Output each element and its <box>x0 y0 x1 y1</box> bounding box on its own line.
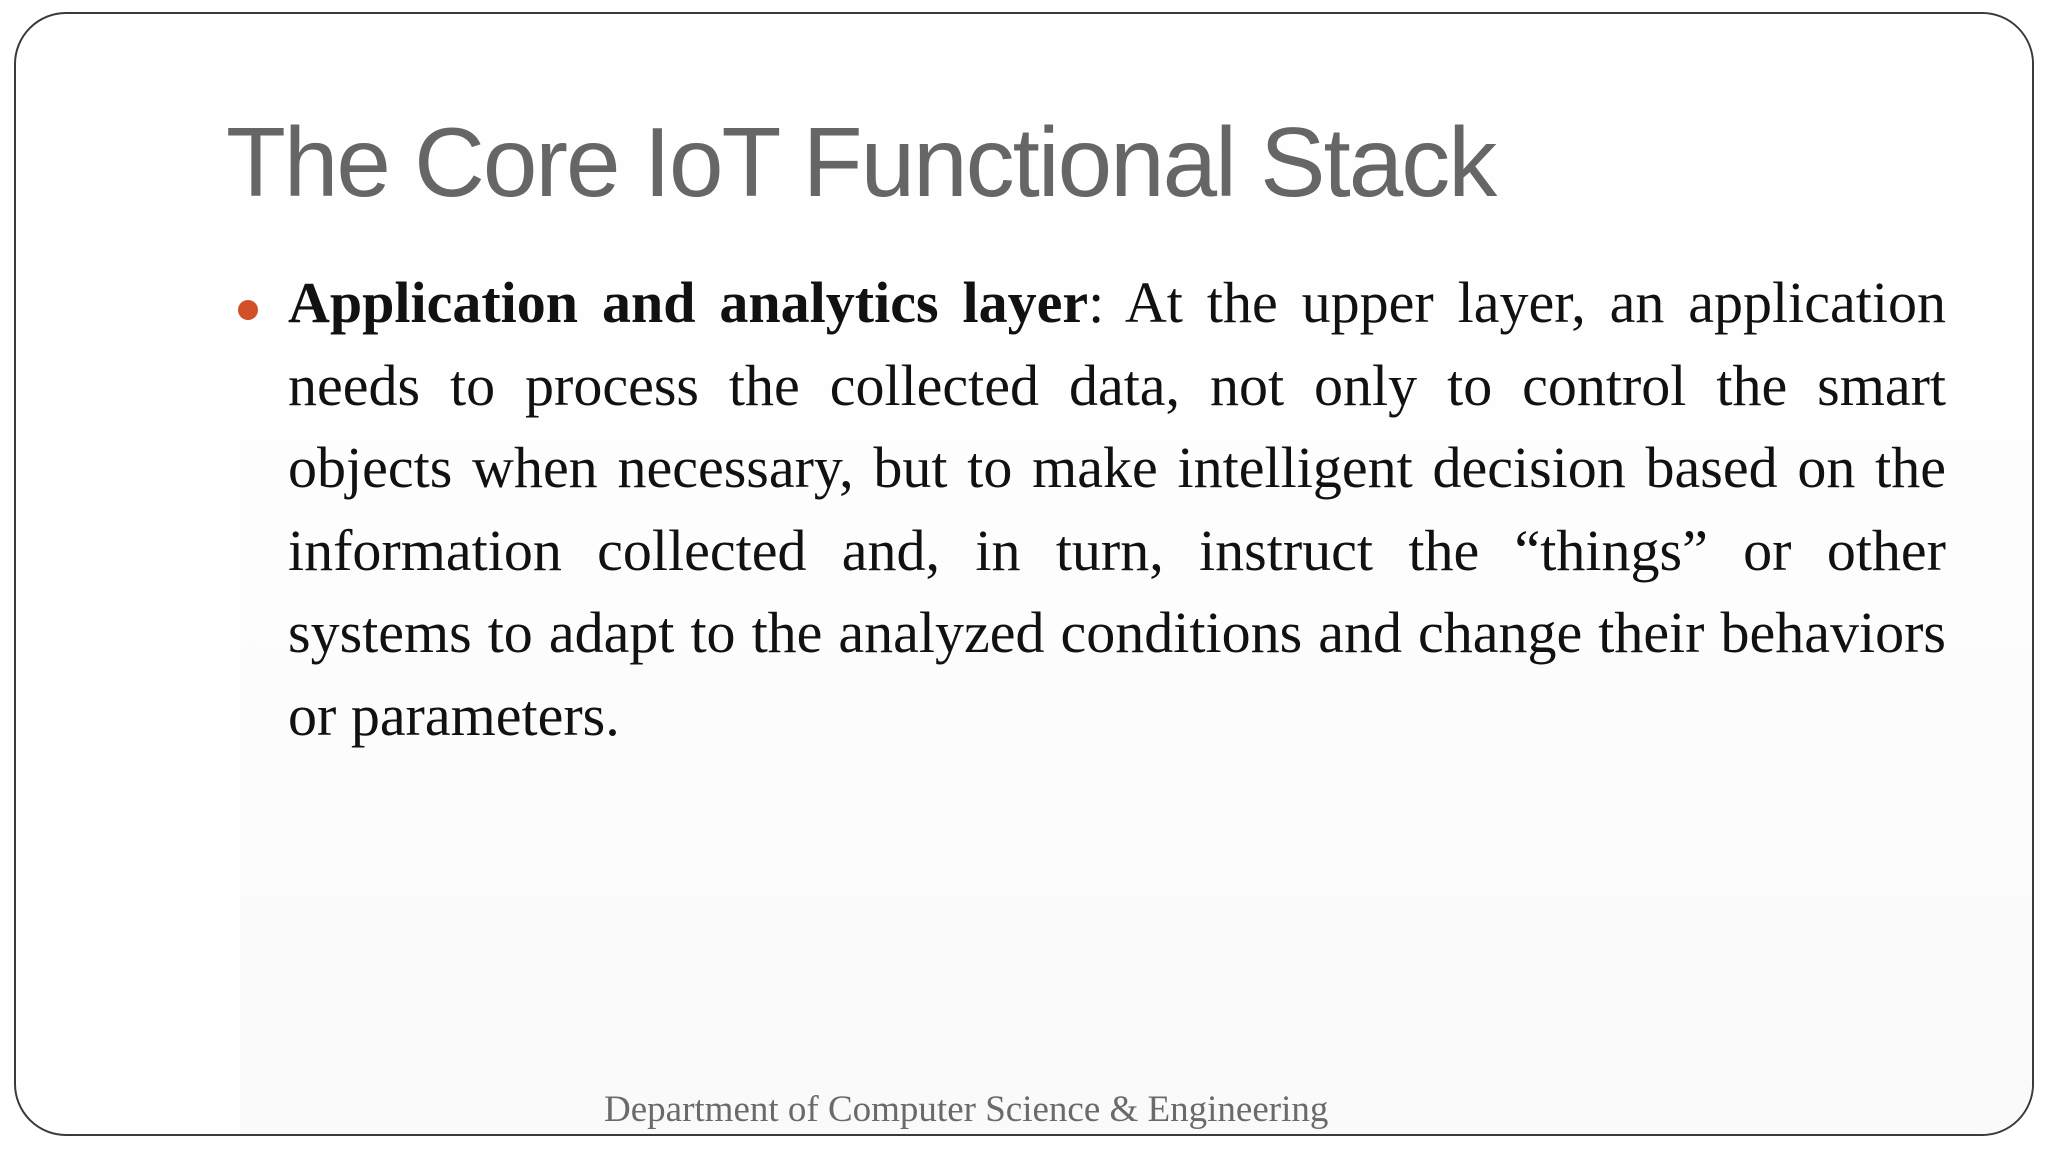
bullet-dot-icon <box>238 300 258 320</box>
bullet-description: At the upper layer, an application needs to process the collected data, not only to control the smart objects when necessary, but to make intelligent decision based on the information collected and, in turn, instruct the “things” or other systems to adapt to the analyzed conditions and change their behaviors or parameters. <box>288 270 1946 748</box>
bullet-text <box>288 262 1946 757</box>
bullet-separator: : <box>1088 270 1125 335</box>
slide-footer: Department of Computer Science & Engineering <box>604 1089 1329 1130</box>
bullet-term: Application and analytics layer <box>288 270 1089 335</box>
bullet-item <box>224 262 1946 757</box>
slide-title: The Core IoT Functional Stack <box>226 107 1496 217</box>
slide-frame <box>14 12 2034 1136</box>
